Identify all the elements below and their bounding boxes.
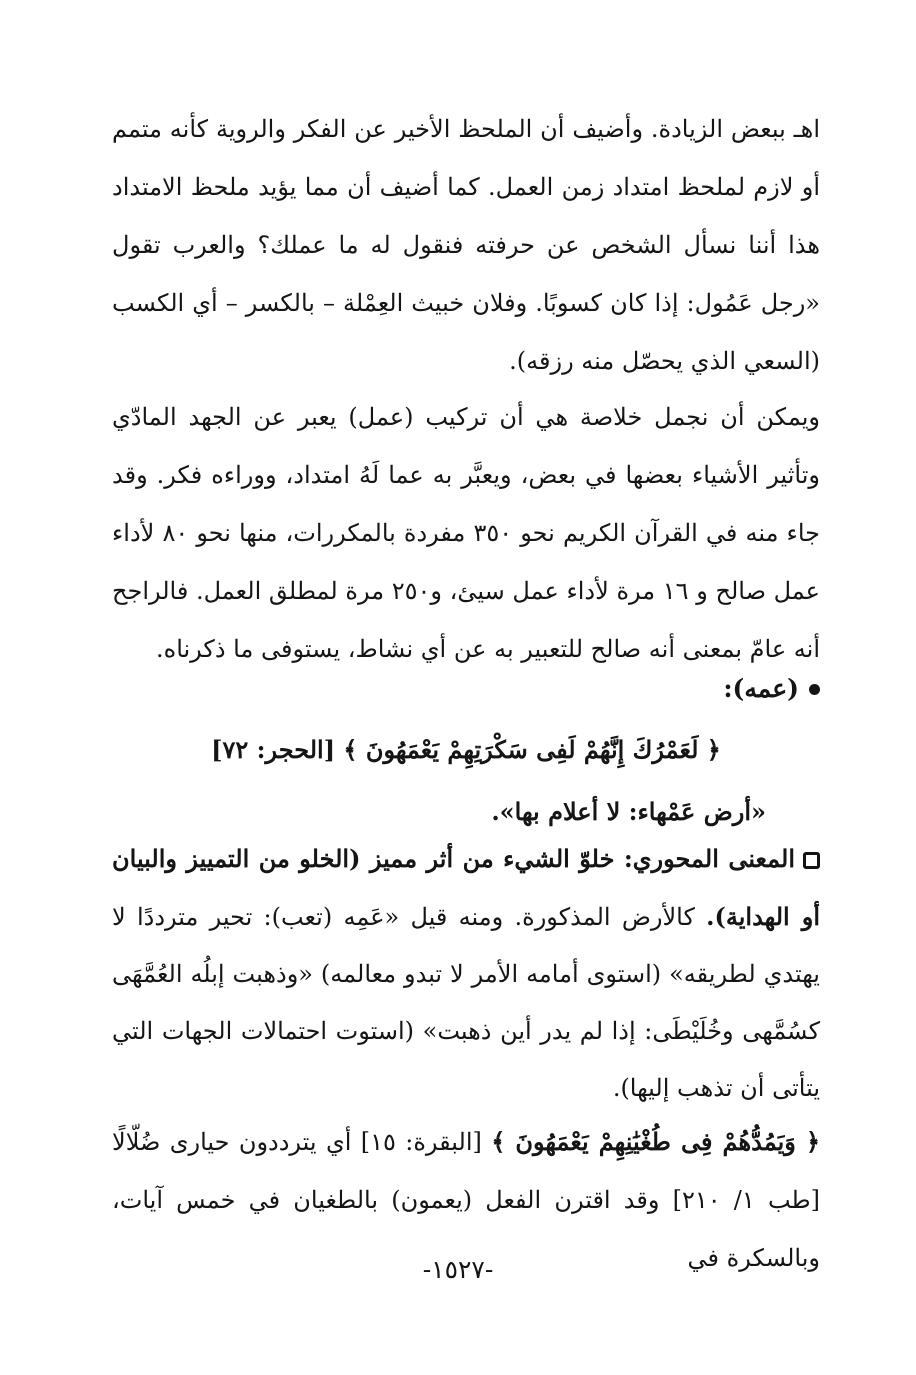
paragraph-1: اهـ ببعض الزيادة. وأضيف أن الملحظ الأخير عن الفكر والروية كأنه متمم أو لازم لملحظ امتداد زمن العمل. كما أضيف أن مما يؤيد ملحظ الامتداد هذا أننا نسأل الشخص عن حرفته فنقول له ما عملك؟ والعرب تقول «رجل عَمُول: إذا كان كسوبًا. وفلان خبيث العِمْلة – بالكسر – أي الكسب (السعي الذي يحصّل منه رزقه).	[112, 115, 820, 375]
central-meaning-lead: المعنى المحوري: خلوّ الشيء من أثر مميز (الخلو من التمييز والبيان أو الهداية).	[112, 844, 820, 931]
section-heading	[723, 667, 820, 711]
quran-verse-2: ﴿ وَيَمُدُّهُمْ فِى طُغْيَٰنِهِمْ يَعْمَهُونَ ﴾	[491, 1127, 821, 1156]
paragraph-3-body: كالأرض المذكورة. ومنه قيل «عَمِه (تعب): تحير مترددًا لا يهتدي لطريقه» (استوى أمامه الأمر لا تبدو معالمه) «وذهبت إبلُه العُمَّهَى كسُمَّهى وخُلَيْطَى: إذا لم يدر أين ذهبت» (استوت احتمالات الجهات التي يتأتى أن تذهب إليها).	[112, 903, 821, 1102]
bullet-icon	[809, 684, 820, 695]
verse-1-reference: [الحجر: ٧٢]	[211, 735, 336, 764]
paragraph-2: ويمكن أن نجمل خلاصة هي أن تركيب (عمل) يعبر عن الجهد المادّي وتأثير الأشياء بعضها في بعض، ويعبَّر به عما لَهُ امتداد، ووراءه فكر. وقد جاء منه في القرآن الكريم نحو ٣٥٠ مفردة بالمكررات، منها نحو ٨٠ لأداء عمل صالح و ١٦ مرة لأداء عمل سيئ، و٢٥٠ مرة لمطلق العمل. فالراجح أنه عامّ بمعنى أنه صالح للتعبير به عن أي نشاط، يستوفى ما ذكرناه.	[112, 403, 820, 663]
section-heading-label: (عمه):	[723, 674, 799, 703]
verse-2-reference: [البقرة: ١٥]	[360, 1128, 482, 1156]
paragraph-4-body: أي يترددون حيارى ضُلّالًا [طب ١/ ٢١٠] وقد اقترن الفعل (يعمون) بالطغيان في خمس آيات، وبالسكرة في	[112, 1128, 820, 1272]
page-number: -١٥٢٧-	[422, 1255, 494, 1284]
paragraph-3	[112, 830, 820, 1117]
quran-verse-1	[112, 728, 820, 772]
square-bullet-icon	[803, 852, 820, 869]
verse-1-text: ﴿ لَعَمْرُكَ إِنَّهُمْ لَفِى سَكْرَتِهِمْ يَعْمَهُونَ ﴾	[343, 735, 721, 764]
lexicon-quote: «أرض عَمْهاء: لا أعلام بها».	[491, 797, 766, 826]
